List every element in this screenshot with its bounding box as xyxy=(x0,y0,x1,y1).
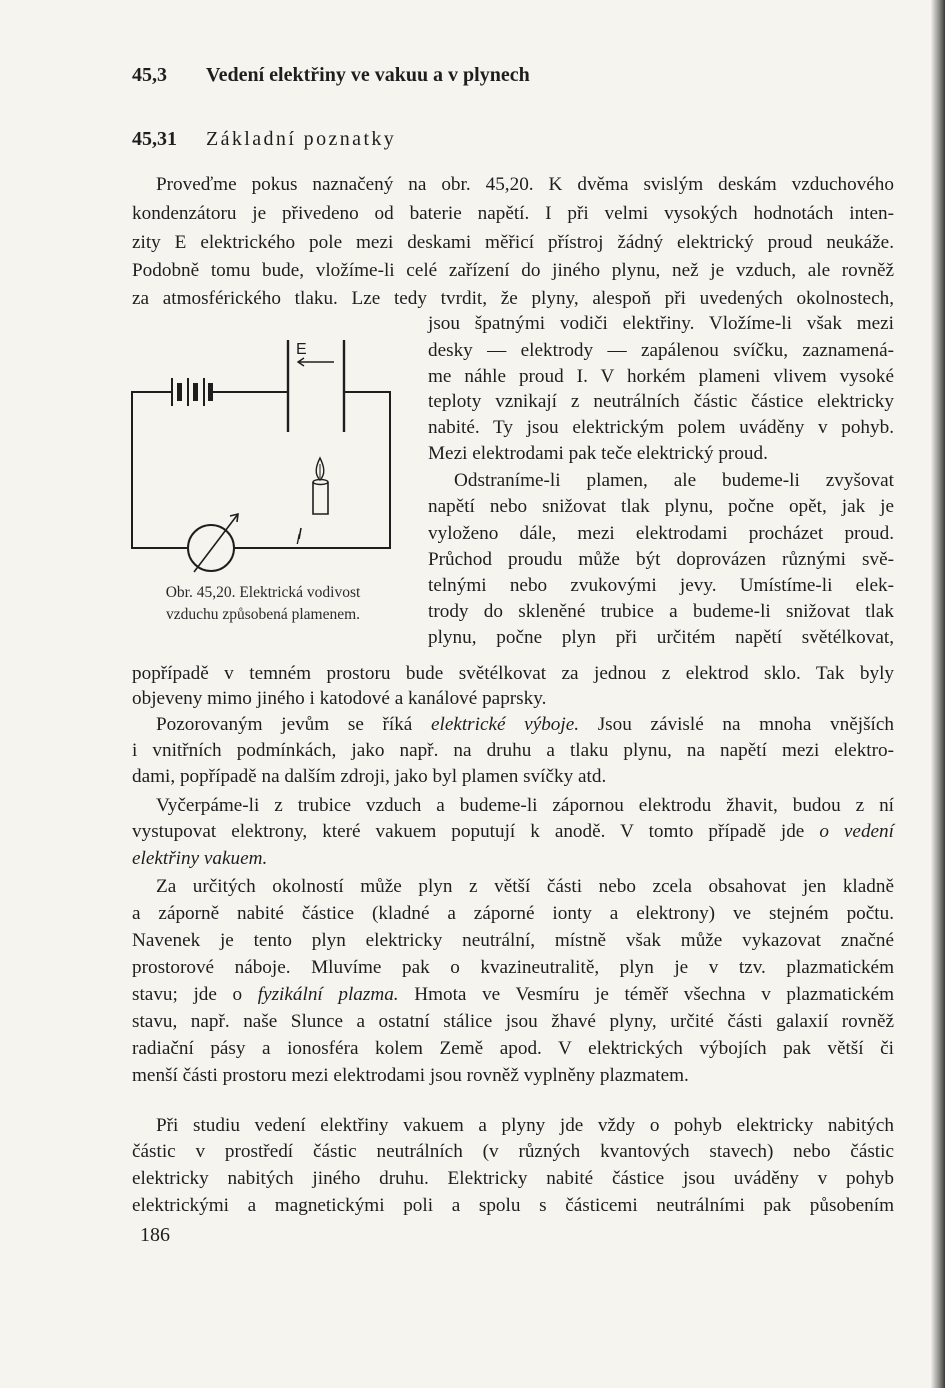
text-line: stavu, např. naše Slunce a ostatní stálice jsou žhavé plyny, určité části galaxií rovněž xyxy=(132,1011,894,1032)
text-line: Mezi elektrodami pak teče elektrický proud. xyxy=(428,443,768,464)
current-label: I xyxy=(296,531,301,548)
text-line: napětí nebo snižovat tlak plynu, počne opět, jak je xyxy=(428,496,894,517)
text-line: Navenek je tento plyn elektricky neutrální, místně však může vykazovat značné xyxy=(132,930,894,951)
text-line xyxy=(132,846,894,872)
text-line: radiační pásy a ionosféra kolem Země apod. V elektrických výbojích pak větší či xyxy=(132,1038,894,1059)
text-line: kondenzátoru je přivedeno od baterie napětí. I při velmi vysokých hodnotách inten- xyxy=(132,203,894,224)
caption-line: Obr. 45,20. Elektrická vodivost xyxy=(165,584,361,601)
text-line: Za určitých okolností může plyn z větší části nebo zcela obsahovat jen kladně xyxy=(156,876,894,897)
text-line: i vnitřních podmínkách, jako např. na druhu a tlaku plynu, na napětí mezi elektro- xyxy=(132,740,894,761)
text-line xyxy=(132,982,894,1008)
text-line: za atmosférického tlaku. Lze tedy tvrdit, že plyny, alespoň při uvedených okolnostech, xyxy=(132,288,894,309)
text-line: Proveďme pokus naznačený na obr. 45,20. K dvěma svislým deskám vzduchového xyxy=(156,174,894,195)
text-line xyxy=(132,819,894,845)
figure-caption xyxy=(128,582,398,626)
text-run: Pozorovaným jevům se říká xyxy=(156,714,431,735)
text-line: teploty vznikají z neutrálních částic částice elektricky xyxy=(428,391,894,412)
text-run: stavu; jde o xyxy=(132,984,258,1005)
text-line: prostorové náboje. Mluvíme pak o kvazineutralitě, plyn je v tzv. plazmatickém xyxy=(132,957,894,978)
text-line: telnými nebo zvukovými jevy. Umístíme-li elek- xyxy=(428,575,894,596)
section-number: 45,3 xyxy=(132,64,167,86)
candle-icon xyxy=(313,458,328,514)
text-line: desky — elektrody — zapálenou svíčku, zaznamená- xyxy=(428,340,894,361)
circuit-figure xyxy=(128,334,398,574)
page-edge-shadow xyxy=(931,0,945,1388)
field-label: E xyxy=(296,341,307,358)
text-line: elektricky nabitých jiného druhu. Elektricky nabité částice jsou uváděny v pohyb xyxy=(132,1168,894,1189)
text-line: trody do skleněné trubice a budeme-li snižovat tlak xyxy=(428,601,894,622)
term-vedeni: o vedení xyxy=(819,821,894,842)
text-line: Při studiu vedení elektřiny vakuem a plyny jde vždy o pohyb elektricky nabitých xyxy=(156,1115,894,1136)
circuit-diagram xyxy=(128,334,398,574)
text-line: plynu, počne plyn při určitém napětí světélkovat, xyxy=(428,627,894,648)
subsection-heading xyxy=(132,128,892,151)
text-line: Podobně tomu bude, vložíme-li celé zařízení do jiného plynu, než je vzduch, ale rovněž xyxy=(132,260,894,281)
text-line: Odstraníme-li plamen, ale budeme-li zvyšovat xyxy=(454,470,894,491)
text-line: elektrickými a magnetickými poli a spolu s částicemi neutrálními pak působením xyxy=(132,1195,894,1216)
term-elektriny-vakuem: elektřiny vakuem. xyxy=(132,848,268,869)
ammeter-icon xyxy=(188,514,238,572)
text-line: jsou špatnými vodiči elektřiny. Vložíme-li však mezi xyxy=(428,313,894,334)
text-line: dami, popřípadě na dalším zdroji, jako byl plamen svíčky atd. xyxy=(132,766,607,787)
wire xyxy=(234,392,390,548)
text-line: menší části prostoru mezi elektrodami jsou rovněž vyplněny plazmatem. xyxy=(132,1065,689,1086)
subsection-number: 45,31 xyxy=(132,128,177,150)
text-line: me náhle proud I. V horkém plameni vlivem vysoké xyxy=(428,366,894,387)
text-line xyxy=(132,712,894,738)
term-fyzikalni-plazma: fyzikální plazma. xyxy=(257,984,399,1005)
text-line: vyloženo dále, mezi elektrodami procházet proud. xyxy=(428,523,894,544)
text-line: částic v prostředí částic neutrálních (v různých kvantových stavech) nebo částic xyxy=(132,1141,894,1162)
text-run: Hmota ve Vesmíru je téměř všechna v plazmatickém xyxy=(398,984,895,1005)
text-run: Jsou závislé na mnoha vnějších xyxy=(579,714,894,735)
text-line: nabité. Ty jsou elektrickým polem uváděny v pohyb. xyxy=(428,417,894,438)
section-heading xyxy=(132,64,892,87)
section-title: Vedení elektřiny ve vakuu a v plynech xyxy=(206,64,530,86)
text-line: Průchod proudu může být doprovázen různými svě- xyxy=(428,549,894,570)
subsection-title: Základní poznatky xyxy=(206,128,397,150)
text-line: zity E elektrického pole mezi deskami měřicí přístroj žádný elektrický proud neukáže. xyxy=(132,232,894,253)
wire xyxy=(132,392,188,548)
battery-symbol xyxy=(172,378,212,406)
caption-line: vzduchu způsobená plamenem. xyxy=(165,606,361,623)
page-number: 186 xyxy=(140,1224,170,1246)
term-elektricke-vyboje: elektrické výboje. xyxy=(430,714,580,735)
text-line: a záporně nabité částice (kladné a záporné ionty a elektrony) ve stejném počtu. xyxy=(132,903,894,924)
text-line: objeveny mimo jiného i katodové a kanálové paprsky. xyxy=(132,688,547,709)
text-run: vystupovat elektrony, které vakuem poputují k anodě. V tomto případě jde xyxy=(132,821,820,842)
text-line: popřípadě v temném prostoru bude světélkovat za jednou z elektrod sklo. Tak byly xyxy=(132,663,894,684)
text-line: Vyčerpáme-li z trubice vzduch a budeme-li zápornou elektrodu žhavit, budou z ní xyxy=(156,795,894,816)
